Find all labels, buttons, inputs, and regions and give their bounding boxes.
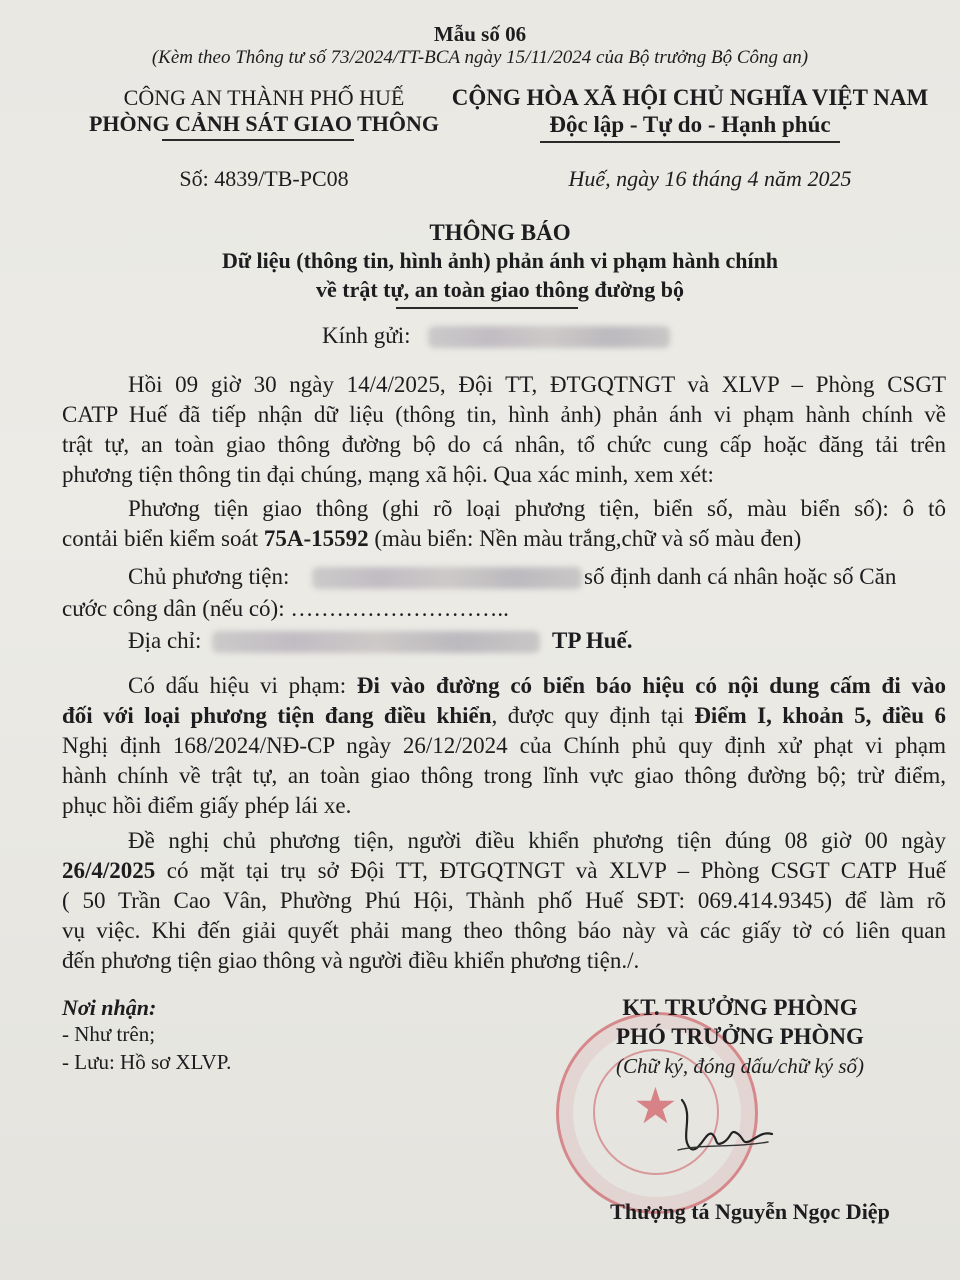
violation-line5: phục hồi điểm giấy phép lái xe.	[62, 793, 352, 818]
vehicle-line2: contải biển kiểm soát 75A-15592 (màu biển: Nền màu trắng,chữ và số màu đen)	[62, 526, 802, 551]
address-city: TP Huế.	[552, 628, 633, 653]
redacted-recipient	[428, 326, 670, 348]
request-line2: 26/4/2025 có mặt tại trụ sở Đội TT, ĐTGQTNGT và XLVP – Phòng CSGT CATP Huế	[62, 858, 946, 883]
motto-underline	[540, 141, 840, 143]
document-number: Số: 4839/TB-PC08	[179, 166, 349, 191]
country-name: CỘNG HÒA XÃ HỘI CHỦ NGHĨA VIỆT NAM	[451, 85, 929, 110]
request-line5: đến phương tiện giao thông và người điều khiển phương tiện./.	[62, 948, 640, 973]
signature-title-2: PHÓ TRƯỞNG PHÒNG	[616, 1024, 864, 1049]
violation-line4: hành chính về trật tự, an toàn giao thông trong lĩnh vực giao thông đường bộ; trừ điểm,	[62, 763, 946, 788]
form-reference: (Kèm theo Thông tư số 73/2024/TT-BCA ngày 15/11/2024 của Bộ trưởng Bộ Công an)	[151, 47, 809, 68]
department-underline	[162, 139, 354, 141]
title-underline	[396, 307, 578, 309]
para1-line4: phương tiện thông tin đại chúng, mạng xã hội. Qua xác minh, xem xét:	[62, 462, 714, 487]
violation-line1: Có dấu hiệu vi phạm: Đi vào đường có biển báo hiệu có nội dung cấm đi vào	[128, 673, 946, 698]
owner-line2: cước công dân (nếu có): ………………………..	[62, 596, 509, 621]
title-line-2: về trật tự, an toàn giao thông đường bộ	[315, 277, 684, 302]
violation-line2: đối với loại phương tiện đang điều khiển, được quy định tại Điểm I, khoản 5, điều 6	[62, 703, 946, 728]
para1-line1: Hồi 09 giờ 30 ngày 14/4/2025, Đội TT, ĐTGQTNGT và XLVP – Phòng CSGT	[128, 372, 946, 397]
signature-title-1: KT. TRƯỞNG PHÒNG	[622, 995, 858, 1020]
owner-label: Chủ phương tiện:	[128, 564, 290, 589]
recipients-title: Nơi nhận:	[62, 995, 157, 1020]
signer-name: Thượng tá Nguyễn Ngọc Diệp	[610, 1199, 890, 1224]
para1-line2: CATP Huế đã tiếp nhận dữ liệu (thông tin, hình ảnh) phản ánh vi phạm hành chính về	[62, 402, 946, 427]
violation-line3: Nghị định 168/2024/NĐ-CP ngày 26/12/2024 của Chính phủ quy định xử phạt vi phạm	[62, 733, 946, 758]
form-number: Mẫu số 06	[433, 22, 527, 46]
request-line3: ( 50 Trần Cao Vân, Phường Phú Hội, Thành phố Huế SĐT: 069.414.9345) để làm rõ	[62, 888, 946, 913]
address-label: Địa chỉ:	[128, 628, 202, 653]
recipient-item-1: - Như trên;	[62, 1022, 156, 1046]
document-title: THÔNG BÁO	[429, 220, 571, 245]
owner-id-text: số định danh cá nhân hoặc số Căn	[584, 564, 897, 589]
agency-name: CÔNG AN THÀNH PHỐ HUẾ	[123, 85, 405, 110]
title-line-1: Dữ liệu (thông tin, hình ảnh) phản ánh vi phạm hành chính	[221, 248, 779, 273]
request-line4: vụ việc. Khi đến giải quyết phải mang theo thông báo này và các giấy tờ có liên quan	[62, 918, 946, 943]
redacted-address	[212, 631, 540, 653]
redacted-owner	[312, 567, 582, 589]
recipient-label: Kính gửi:	[322, 323, 411, 348]
recipient-item-2: - Lưu: Hồ sơ XLVP.	[62, 1050, 232, 1074]
national-motto: Độc lập - Tự do - Hạnh phúc	[549, 112, 831, 137]
vehicle-line1: Phương tiện giao thông (ghi rõ loại phương tiện, biển số, màu biển số): ô tô	[128, 496, 946, 521]
star-icon: ★	[633, 1078, 678, 1134]
request-line1: Đề nghị chủ phương tiện, người điều khiển phương tiện đúng 08 giờ 00 ngày	[128, 828, 946, 853]
para1-line3: trật tự, an toàn giao thông đường bộ do cá nhân, tổ chức cung cấp hoặc đăng tải trên	[62, 432, 946, 457]
signature-note: (Chữ ký, đóng dấu/chữ ký số)	[615, 1054, 864, 1078]
department-name: PHÒNG CẢNH SÁT GIAO THÔNG	[88, 111, 439, 136]
place-date: Huế, ngày 16 tháng 4 năm 2025	[568, 166, 852, 191]
license-plate: 75A-15592	[263, 526, 369, 551]
handwritten-signature	[672, 1090, 782, 1160]
